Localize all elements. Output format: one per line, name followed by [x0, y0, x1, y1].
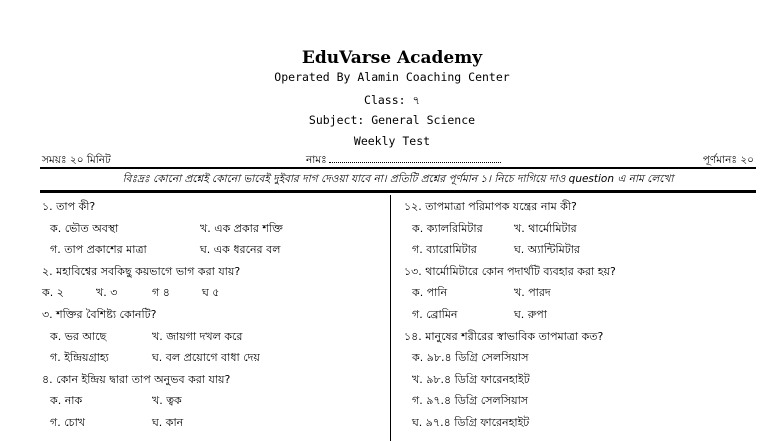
- test-label: Weekly Test: [353, 134, 431, 148]
- options-row: [42, 326, 382, 348]
- options-row: [404, 390, 764, 412]
- class-label: Class: ৭: [364, 93, 420, 107]
- options-row: [404, 239, 764, 261]
- question-1: [42, 196, 382, 218]
- options-row: [404, 218, 764, 240]
- option-ga[interactable]: গ ৪: [152, 286, 170, 300]
- option-gha[interactable]: ঘ. বল প্রয়োগে বাধা দেয়: [152, 351, 260, 365]
- option-ka[interactable]: ক. ভর আছে: [50, 329, 107, 343]
- questions-left-column: [42, 196, 382, 434]
- options-row: [42, 412, 382, 434]
- instruction-note: বিঃদ্রঃ কোনো প্রশ্নেই কোনো ভাবেই দুইবার দাগ দেওয়া যাবে না। প্রতিটি প্রশ্নের পূর্ণমান ১। নিচে দাগিয়ে দাও question এ নাম লেখো: [122, 173, 674, 185]
- question-12: [404, 196, 764, 218]
- question-text: ২. মহাবিশ্বের সবকিছু কয়ভাগে ভাগ করা যায়?: [42, 264, 241, 278]
- option-kha[interactable]: খ. ৩: [96, 286, 118, 300]
- name-label: নামঃ: [306, 154, 327, 166]
- subject-label: Subject: General Science: [308, 113, 476, 127]
- option-gha[interactable]: ঘ. কান: [152, 415, 184, 429]
- question-14: [404, 326, 764, 348]
- options-row: [42, 282, 382, 304]
- option-gha[interactable]: ঘ. ৯৭.৪ ডিগ্রি ফারেনহাইট: [412, 415, 530, 429]
- institute-title: EduVarse Academy: [301, 48, 483, 68]
- option-ka[interactable]: ক. ২: [42, 286, 64, 300]
- question-3: [42, 304, 382, 326]
- question-text: ৩. শক্তির বৈশিষ্ট্য কোনটি?: [42, 307, 157, 321]
- option-gha[interactable]: ঘ. অ্যান্টিমিটার: [514, 243, 580, 257]
- question-text: ১২. তাপমাত্রা পরিমাপক যন্ত্রের নাম কী?: [404, 200, 577, 213]
- name-blank: [329, 153, 501, 163]
- option-ga[interactable]: গ. ইন্দ্রিয়গ্রাহ্য: [50, 351, 109, 365]
- option-ka[interactable]: ক. ক্যালরিমিটার: [412, 221, 483, 235]
- question-text: ১. তাপ কী?: [42, 200, 96, 213]
- questions-right-column: [404, 196, 764, 434]
- options-row: [42, 347, 382, 369]
- option-ga[interactable]: গ. ব্যারোমিটার: [412, 243, 477, 257]
- question-text: ৪. কোন ইন্দ্রিয় দ্বারা তাপ অনুভব করা যায়?: [42, 372, 231, 386]
- options-row: [404, 304, 764, 326]
- option-gha[interactable]: ঘ. রুপা: [514, 307, 547, 321]
- question-13: [404, 261, 764, 283]
- option-ga[interactable]: গ. তাপ প্রকাশের মাত্রা: [50, 243, 147, 257]
- question-2: [42, 261, 382, 283]
- header-rule-top: [40, 167, 756, 169]
- option-kha[interactable]: খ. ৯৮.৪ ডিগ্রি ফারেনহাইট: [412, 372, 530, 386]
- option-ga[interactable]: গ. ৯৭.৪ ডিগ্রি সেলসিয়াস: [412, 394, 529, 408]
- option-ka[interactable]: ক. ৯৮.৪ ডিগ্রি সেলসিয়াস: [412, 351, 529, 365]
- options-row: [42, 239, 382, 261]
- option-kha[interactable]: খ. জায়গা দখল করে: [152, 329, 243, 343]
- option-ka[interactable]: ক. নাক: [50, 394, 83, 408]
- options-row: [42, 390, 382, 412]
- option-kha[interactable]: খ. পারদ: [514, 286, 551, 300]
- option-kha[interactable]: খ. থার্মোমিটার: [514, 221, 577, 235]
- option-gha[interactable]: ঘ. এক ধরনের বল: [200, 243, 281, 257]
- question-text: ১৪. মানুষের শরীরের স্বাভাবিক তাপমাত্রা কত?: [404, 329, 604, 343]
- total-marks-label: পূর্ণমানঃ ২০: [702, 154, 754, 166]
- column-divider: [390, 195, 391, 441]
- question-text: ১৩. থার্মোমিটারে কোন পদার্থটি ব্যবহার করা হয়?: [404, 264, 616, 278]
- options-row: [404, 412, 764, 434]
- options-row: [42, 218, 382, 240]
- option-ka[interactable]: ক. ভৌত অবস্থা: [50, 221, 119, 235]
- option-gha[interactable]: ঘ ৫: [202, 286, 220, 300]
- institute-subtitle: Operated By Alamin Coaching Center: [274, 70, 510, 84]
- question-4: [42, 369, 382, 391]
- options-row: [404, 282, 764, 304]
- option-ga[interactable]: গ. চোখ: [50, 415, 86, 429]
- option-kha[interactable]: খ. এক প্রকার শক্তি: [200, 221, 283, 235]
- option-ka[interactable]: ক. পানি: [412, 286, 448, 300]
- options-row: [404, 369, 764, 391]
- option-ga[interactable]: গ. ব্রোমিন: [412, 307, 458, 321]
- time-label: সময়ঃ ২০ মিনিট: [42, 154, 111, 166]
- option-kha[interactable]: খ. ত্বক: [152, 394, 182, 408]
- options-row: [404, 347, 764, 369]
- header-rule-bottom: [40, 190, 756, 193]
